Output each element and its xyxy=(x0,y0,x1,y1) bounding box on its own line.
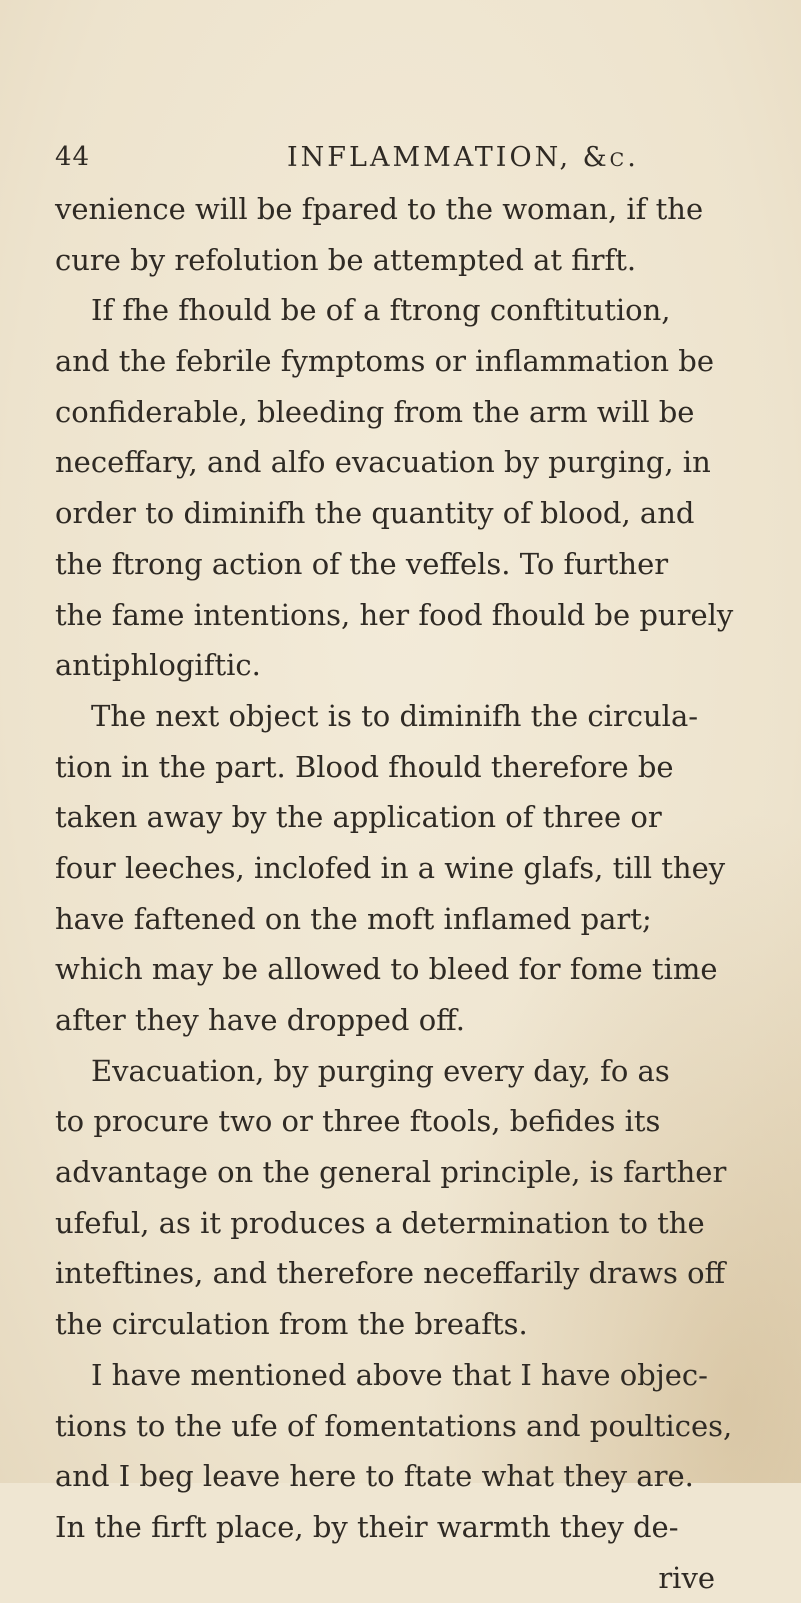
text-line: advantage on the general principle, is farther xyxy=(55,1155,727,1190)
text-line: inteftines, and therefore neceffarily draws off xyxy=(55,1256,726,1291)
text-line: neceffary, and alfo evacuation by purging, in xyxy=(55,445,711,480)
paragraph-start-line: Evacuation, by purging every day, fo as xyxy=(91,1053,670,1088)
text-line: In the firft place, by their warmth they de- xyxy=(55,1509,679,1544)
paragraph-start-line: The next object is to diminifh the circula- xyxy=(91,698,699,733)
text-line: tion in the part. Blood fhould therefore be xyxy=(55,749,674,784)
paragraph-start-line: I have mentioned above that I have objec- xyxy=(91,1357,708,1392)
text-line: and the febrile fymptoms or inflammation be xyxy=(55,344,715,379)
text-line: which may be allowed to bleed for fome time xyxy=(55,952,718,987)
text-line: order to diminifh the quantity of blood, and xyxy=(55,496,695,531)
text-line: the fame intentions, her food fhould be purely xyxy=(55,597,734,632)
paragraph-start-line: If fhe fhould be of a ftrong conftitution, xyxy=(91,293,671,328)
text-line: ufeful, as it produces a determination to the xyxy=(55,1205,705,1240)
text-line: tions to the ufe of fomentations and poultices, xyxy=(55,1408,733,1443)
text-line: the circulation from the breafts. xyxy=(55,1307,528,1342)
catchword: rive xyxy=(658,1560,715,1595)
text-line: have faftened on the moft inflamed part; xyxy=(55,901,652,936)
page-number: 44 xyxy=(55,142,91,172)
body-text xyxy=(55,184,755,1603)
text-line: cure by refolution be attempted at firft. xyxy=(55,242,637,277)
text-line: venience will be fpared to the woman, if the xyxy=(55,192,704,226)
text-line: to procure two or three ftools, befides its xyxy=(55,1104,661,1139)
text-line: four leeches, inclofed in a wine glafs, till they xyxy=(55,850,726,885)
text-line: taken away by the application of three or xyxy=(55,800,662,835)
text-line: antiphlogiftic. xyxy=(55,648,261,683)
text-line: after they have dropped off. xyxy=(55,1003,465,1037)
running-head: INFLAMMATION, &c. xyxy=(287,142,639,173)
text-line: and I beg leave here to ftate what they are. xyxy=(55,1459,694,1494)
page-header xyxy=(55,142,755,182)
text-line: the ftrong action of the veffels. To further xyxy=(55,546,669,581)
text-line: confiderable, bleeding from the arm will be xyxy=(55,394,695,429)
